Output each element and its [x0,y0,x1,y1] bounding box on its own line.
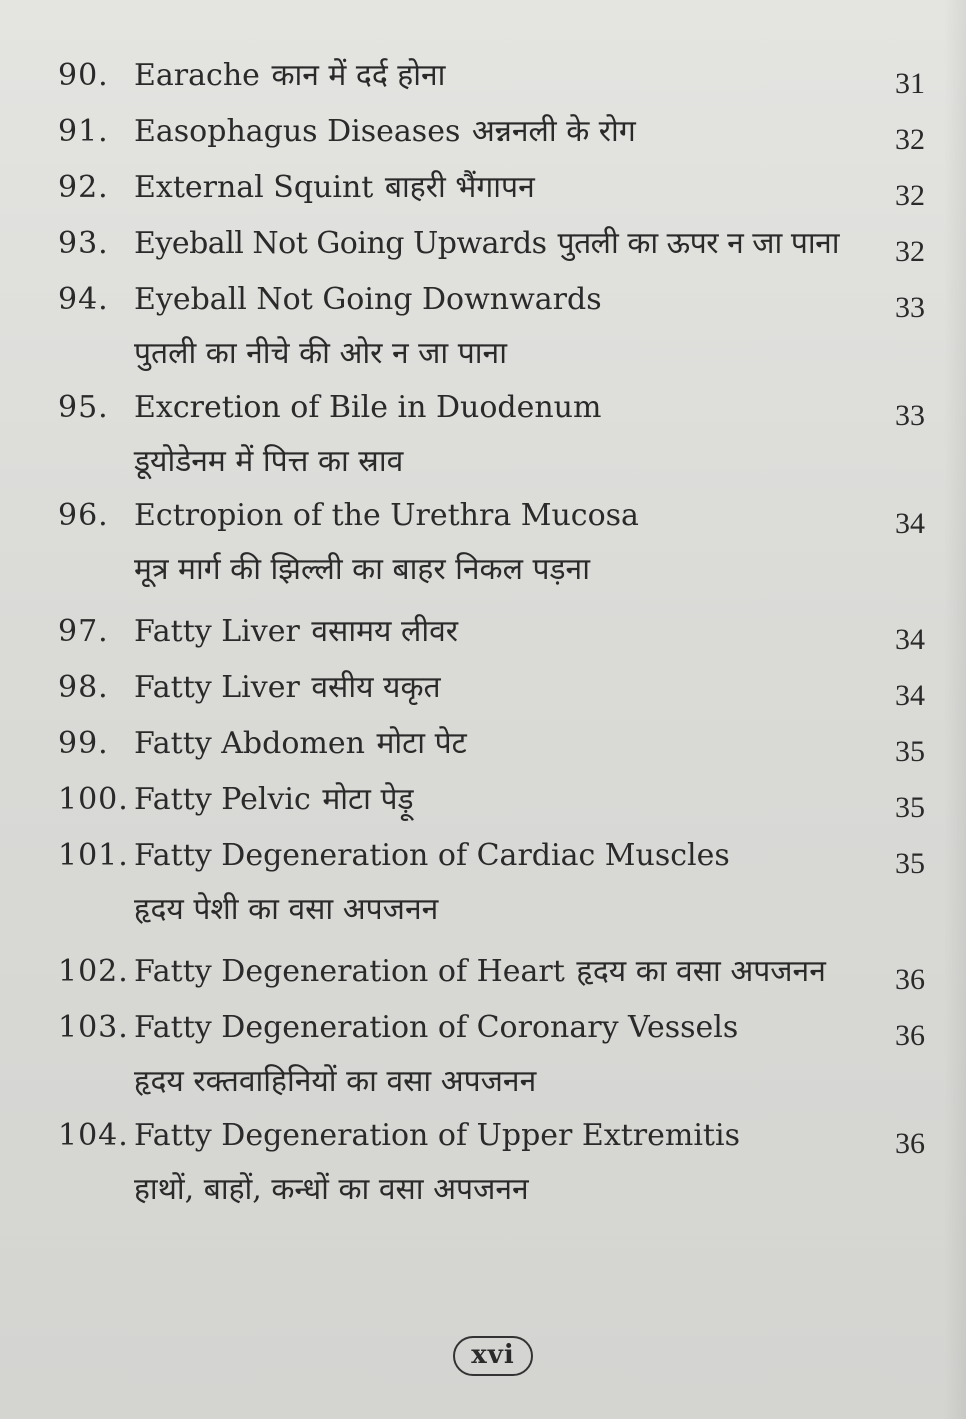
entry-title-hindi: हृदय रक्तवाहिनियों का वसा अपजनन [134,1064,537,1099]
entry-title [134,944,873,1000]
table-of-contents [58,48,933,1216]
entry-page-number: 34 [895,623,925,656]
entry-number: 98. [58,670,109,705]
entry-page-number: 35 [895,735,925,768]
toc-entry [58,604,933,660]
entry-page-number: 35 [895,847,925,880]
entry-number: 99. [58,726,109,761]
entry-number: 100. [58,782,129,817]
entry-page-number: 31 [895,67,925,100]
entry-title-hindi: वसामय लीवर [311,614,459,649]
entry-page-number: 36 [895,963,925,996]
entry-title-english: Fatty Degeneration of Upper Extremitis [134,1118,740,1153]
entry-title-english: Eyeball Not Going Downwards [134,282,602,317]
toc-entry [58,160,933,216]
toc-entry [58,828,933,936]
entry-title-hindi: बाहरी भैंगापन [384,170,535,205]
toc-entry [58,380,933,488]
entry-number: 96. [58,498,109,533]
entry-title [134,604,853,660]
entry-title-hindi: पुतली का नीचे की ओर न जा पाना [134,336,507,371]
entry-number: 102. [58,954,129,989]
entry-number: 104. [58,1118,129,1153]
toc-entry [58,1108,933,1216]
entry-page-number: 33 [895,399,925,432]
entry-title-english: Excretion of Bile in Duodenum [134,390,602,425]
entry-number: 95. [58,390,109,425]
entry-number: 91. [58,114,109,149]
entry-title-english: Eyeball Not Going Upwards [134,226,547,261]
entry-title-hindi: हाथों, बाहों, कन्धों का वसा अपजनन [134,1172,529,1207]
toc-entry [58,104,933,160]
toc-entry [58,772,933,828]
toc-entry [58,488,933,596]
toc-entry [58,216,933,272]
entry-page-number: 35 [895,791,925,824]
entry-page-number: 36 [895,1127,925,1160]
entry-title-english: Fatty Abdomen [134,726,365,761]
entry-number: 93. [58,226,109,261]
entry-title-english: Fatty Pelvic [134,782,311,817]
entry-number: 97. [58,614,109,649]
entry-page-number: 33 [895,291,925,324]
entry-page-number: 36 [895,1019,925,1052]
entry-number: 90. [58,58,109,93]
page-number-badge: xvi [453,1336,533,1376]
entry-title-english: Earache [134,58,260,93]
entry-title [134,772,853,828]
entry-title [134,716,853,772]
entry-title-english: Fatty Degeneration of Cardiac Muscles [134,838,730,873]
toc-entry [58,944,933,1000]
entry-title-english: Fatty Liver [134,670,300,705]
toc-entry [58,660,933,716]
entry-page-number: 32 [895,235,925,268]
entry-title-english: Ectropion of the Urethra Mucosa [134,498,639,533]
entry-title-hindi: मोटा पेट [376,726,467,761]
entry-title [134,660,853,716]
entry-title-hindi: कान में दर्द होना [271,58,446,93]
entry-title-english: Fatty Degeneration of Coronary Vessels [134,1010,739,1045]
entry-title [134,160,853,216]
toc-entry [58,1000,933,1108]
toc-entry [58,48,933,104]
entry-title-hindi: हृदय का वसा अपजनन [576,954,826,989]
entry-title-english: Fatty Liver [134,614,300,649]
entry-title-hindi: अन्ननली के रोग [471,114,636,149]
entry-title-english: Easophagus Diseases [134,114,461,149]
toc-entry [58,272,933,380]
toc-entry [58,716,933,772]
entry-title [134,104,853,160]
entry-page-number: 32 [895,123,925,156]
entry-title-hindi: हृदय पेशी का वसा अपजनन [134,892,439,927]
entry-title-hindi: मोटा पेड़ू [322,782,414,817]
entry-page-number: 34 [895,679,925,712]
entry-title-hindi: वसीय यकृत [311,670,441,705]
entry-page-number: 32 [895,179,925,212]
entry-number: 103. [58,1010,129,1045]
entry-number: 101. [58,838,129,873]
entry-title [134,48,853,104]
entry-page-number: 34 [895,507,925,540]
entry-title-english: Fatty Degeneration of Heart [134,954,565,989]
entry-number: 94. [58,282,109,317]
entry-title-hindi: मूत्र मार्ग की झिल्ली का बाहर निकल पड़ना [134,552,590,587]
entry-title [134,216,893,272]
entry-number: 92. [58,170,109,205]
entry-title-hindi: डूयोडेनम में पित्त का स्राव [134,444,404,479]
entry-title-hindi: पुतली का ऊपर न जा पाना [557,226,840,261]
entry-title-english: External Squint [134,170,374,205]
